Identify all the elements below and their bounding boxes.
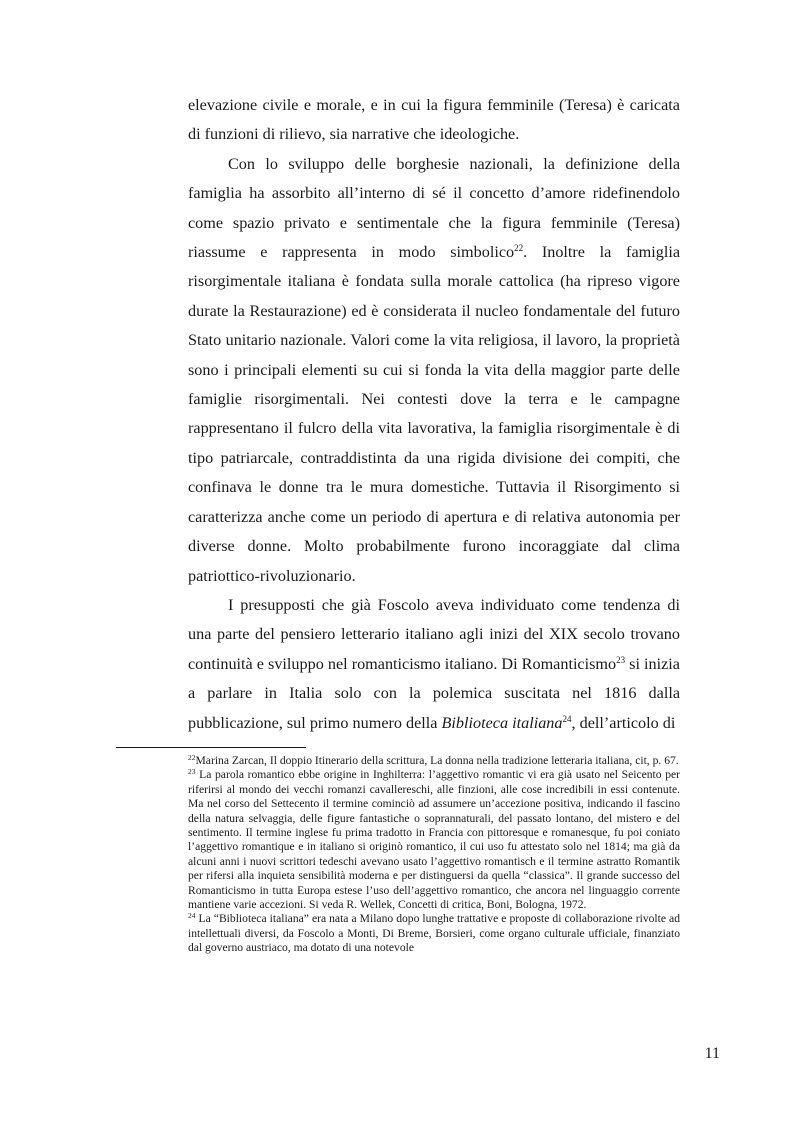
footnote-ref: 23 [616,654,626,665]
footnote-ref: 22 [514,243,524,254]
footnote-number: 22 [188,753,196,762]
footnote [188,768,680,912]
footnote-text: La parola romantico ebbe origine in Inghilterra: l’aggettivo romantic vi era già usato nel Seicento per riferirsi al mondo dei vecchi romanzi cavallereschi, alle finzioni, alle cose incredibili in essi contenute. Ma nel corso del Settecento il termine cominciò ad assumere un’accezione positiva, indicando il fascino della natura selvaggia, delle figure fantastiche o soprannaturali, del passato lontano, del mistero e del sentimento. Il termine inglese fu prima tradotto in Francia con pittoresque e romanesque, fu poi coniato l’aggettivo romantique e in italiano si originò romantico, il cui uso fu attestato solo nel 1814; ma già da alcuni anni i nuovi scrittori tedeschi avevano usato l’aggettivo romantisch e il termine astratto Romantik per rifersi alla inquieta sensibilità moderna e per distinguersi da quella “classica”. Il grande successo del Romanticismo in tutta Europa estese l’uso dell’aggettivo romantico, che ancora nel linguaggio corrente mantiene varie accezioni. Si veda R. Wellek, Concetti di critica, Boni, Bologna, 1972. [188,768,680,912]
footnote [188,754,680,768]
body-text [188,91,680,738]
footnote-ref: 24 [562,713,572,724]
body-paragraph [188,150,680,591]
page-number: 11 [704,1045,720,1062]
footnote-number: 23 [188,767,196,777]
paragraph-text: elevazione civile e morale, e in cui la figura femminile (Teresa) è caricata di funzioni di rilievo, sia narrative che ideologiche. [188,96,680,144]
paragraph-text: . Inoltre la famiglia risorgimentale italiana è fondata sulla morale cattolica (ha ripreso vigore durate la Restaurazione) ed è considerata il nucleo fondamentale del futuro Stato unitario nazionale. Valori come la vita religiosa, il lavoro, la proprietà sono i principali elementi su cui si fonda la vita della maggior parte delle famiglie risorgimentali. Nei contesti dove la terra e le campagne rappresentano il fulcro della vita lavorativa, la famiglia risorgimentale è di tipo patriarcale, contraddistinta da una rigida divisione dei compiti, che confinava le donne tra le mura domestiche. Tuttavia il Risorgimento si caratterizza anche come un periodo di apertura e di relativa autonomia per diverse donne. Molto probabilmente furono incoraggiate dal clima patriottico-rivoluzionario. [188,243,680,585]
footnote [188,912,680,955]
body-paragraph [188,91,680,150]
footnote-separator [116,747,306,748]
paragraph-text: si inizia a parlare in Italia solo con la polemica suscitata nel 1816 dalla pubblicazione, sul primo numero della [188,654,680,732]
footnote-number: 24 [188,911,196,921]
footnote-text: Marina Zarcan, Il doppio Itinerario della scrittura, La donna nella tradizione letteraria italiana, cit, p. 67. [195,754,679,767]
paragraph-text: , dell’articolo di [571,713,676,732]
footnotes [188,754,680,956]
paragraph-text: Con lo sviluppo delle borghesie nazionali, la definizione della famiglia ha assorbito all’interno di sé il concetto d’amore ridefinendolo come spazio privato e sentimentale che la figura femminile (Teresa) riassume e rappresenta in modo simbolico [188,154,680,262]
paragraph-text: I presupposti che già Foscolo aveva individuato come tendenza di una parte del pensiero letterario italiano agli inizi del XIX secolo trovano continuità e sviluppo nel romanticismo italiano. Di Romanticismo [188,595,680,673]
italic-title: Biblioteca italiana [441,713,563,732]
footnote-text: La “Biblioteca italiana” era nata a Milano dopo lunghe trattative e proposte di collaborazione rivolte ad intellettuali diversi, da Foscolo a Monti, Di Breme, Borsieri, come organo culturale ufficiale, finanziato dal governo austriaco, ma dotato di una notevole [188,912,680,955]
body-paragraph [188,591,680,738]
